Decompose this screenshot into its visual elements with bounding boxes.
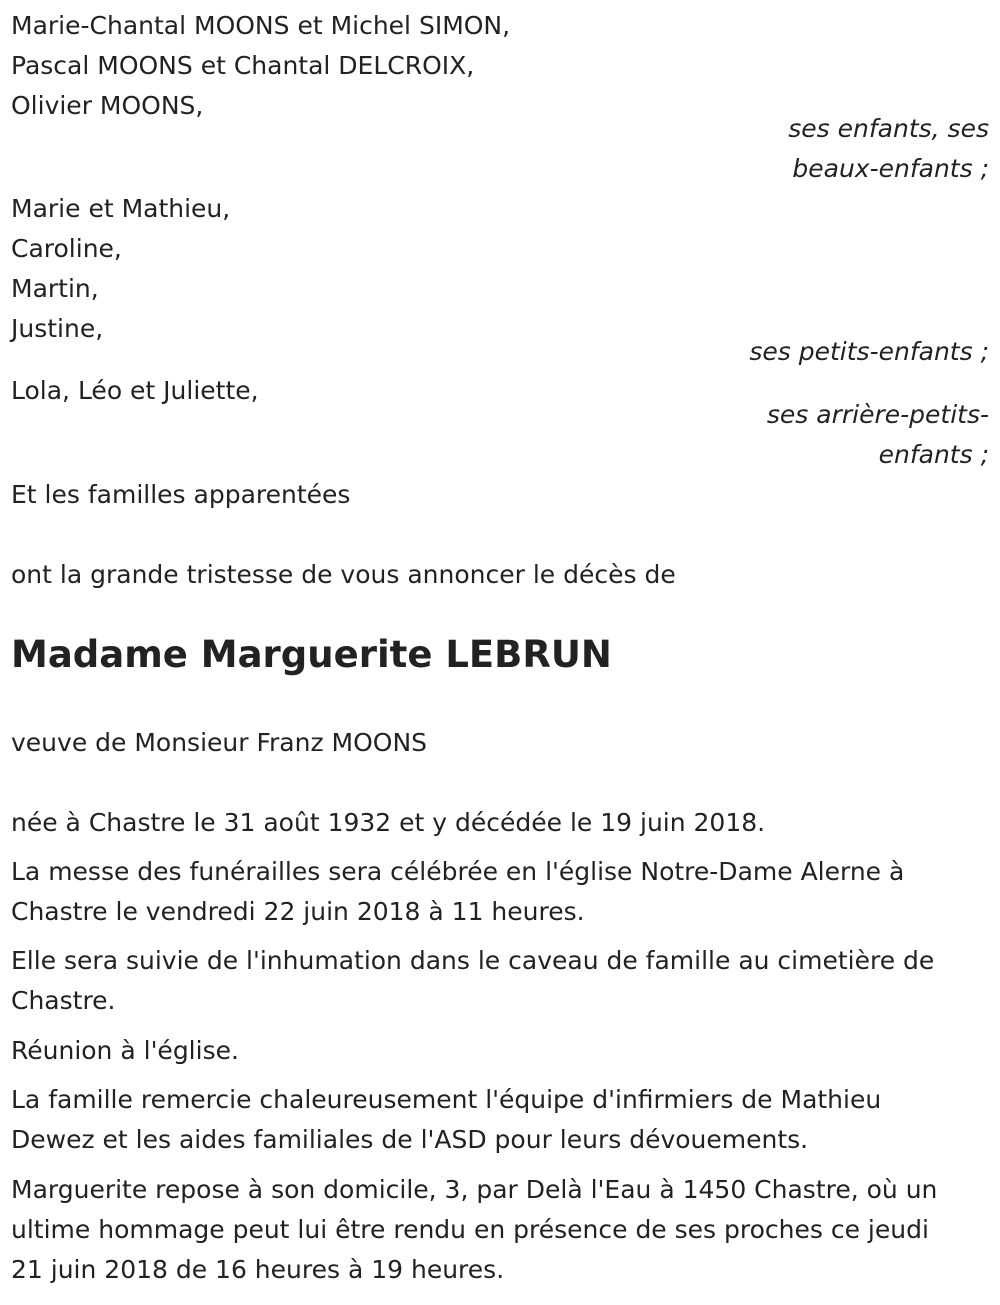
paragraph-reunion: Réunion à l'église. (11, 1036, 239, 1065)
paragraph-birth-death: née à Chastre le 31 août 1932 et y décédée le 19 juin 2018. (11, 808, 766, 837)
paragraph-burial-line-1: Elle sera suivie de l'inhumation dans le caveau de famille au cimetière de (11, 946, 935, 975)
grandchild-line-1: Marie et Mathieu, (11, 194, 231, 223)
paragraph-visitation-line-3: 21 juin 2018 de 16 heures à 19 heures. (11, 1255, 505, 1284)
great-grandchildren-line: Lola, Léo et Juliette, (11, 376, 259, 405)
paragraph-mass-line-2: Chastre le vendredi 22 juin 2018 à 11 heures. (11, 897, 585, 926)
great-grandchildren-role-line-2: enfants ; (878, 440, 989, 469)
grandchildren-role: ses petits-enfants ; (749, 337, 989, 366)
children-role-line-2: beaux-enfants ; (792, 154, 989, 183)
paragraph-visitation-line-1: Marguerite repose à son domicile, 3, par Delà l'Eau à 1450 Chastre, où un (11, 1175, 938, 1204)
children-role-line-1: ses enfants, ses (788, 114, 989, 143)
paragraph-thanks-line-1: La famille remercie chaleureusement l'équipe d'infirmiers de Mathieu (11, 1085, 882, 1114)
great-grandchildren-role-line-1: ses arrière-petits- (766, 400, 989, 429)
grandchild-line-4: Justine, (11, 314, 104, 343)
paragraph-visitation-line-2: ultime hommage peut lui être rendu en présence de ses proches ce jeudi (11, 1215, 929, 1244)
paragraph-mass-line-1: La messe des funérailles sera célébrée en l'église Notre-Dame Alerne à (11, 857, 905, 886)
grandchild-line-2: Caroline, (11, 234, 122, 263)
families-line: Et les familles apparentées (11, 480, 351, 509)
paragraph-thanks-line-2: Dewez et les aides familiales de l'ASD pour leurs dévouements. (11, 1125, 809, 1154)
child-line-2: Pascal MOONS et Chantal DELCROIX, (11, 51, 475, 80)
paragraph-burial-line-2: Chastre. (11, 986, 116, 1015)
grandchild-line-3: Martin, (11, 274, 99, 303)
child-line-3: Olivier MOONS, (11, 91, 204, 120)
widow-of-text: veuve de Monsieur Franz MOONS (11, 728, 428, 757)
child-line-1: Marie-Chantal MOONS et Michel SIMON, (11, 11, 511, 40)
deceased-name: Madame Marguerite LEBRUN (11, 633, 612, 676)
announcement-text: ont la grande tristesse de vous annoncer le décès de (11, 560, 676, 589)
